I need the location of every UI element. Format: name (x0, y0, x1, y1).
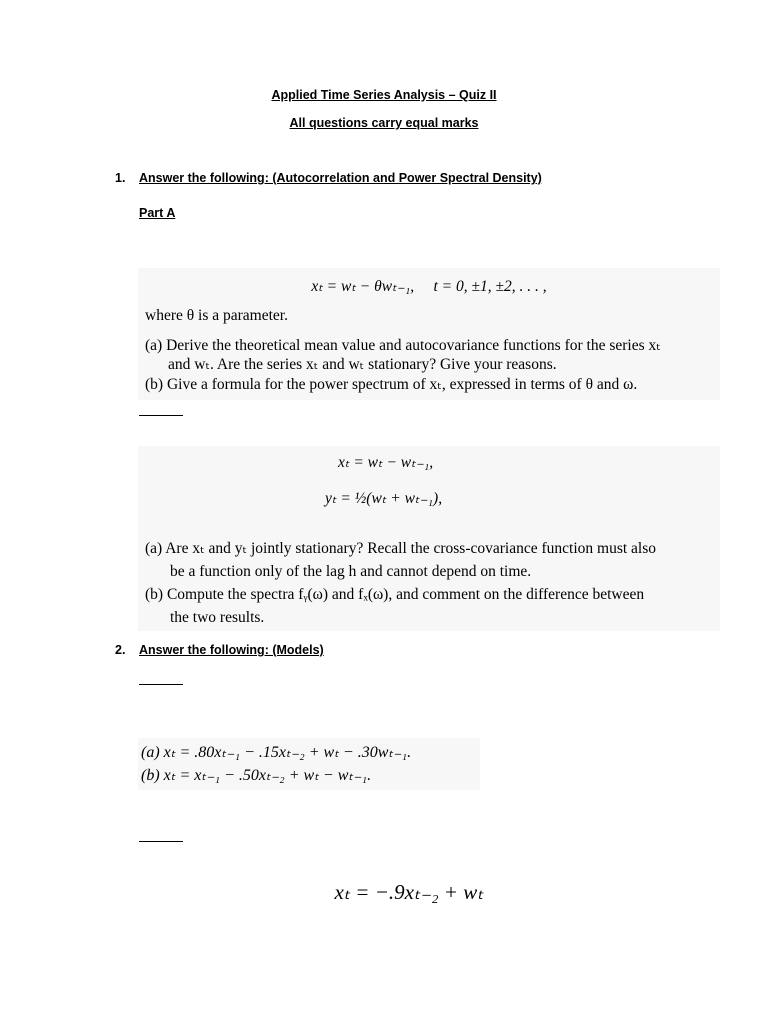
question-2-heading: Answer the following: (Models) (139, 643, 324, 657)
question-2-number: 2. (115, 643, 126, 657)
page-subtitle: All questions carry equal marks (289, 116, 479, 130)
problem-block-1 (138, 268, 720, 400)
equation-y: yₜ = ½(wₜ + wₜ₋₁), (325, 490, 443, 507)
model-a: (a) xₜ = .80xₜ₋₁ − .15xₜ₋₂ + wₜ − .30wₜ₋₁. (141, 744, 412, 761)
page-title: Applied Time Series Analysis – Quiz II (271, 88, 497, 102)
item-a-line-2: be a function only of the lag h and cannot depend on time. (170, 563, 532, 580)
model-b: (b) xₜ = xₜ₋₁ − .50xₜ₋₂ + wₜ − wₜ₋₁. (141, 767, 372, 784)
item-a-line-1: (a) Are xₜ and yₜ jointly stationary? Recall the cross-covariance function must also (145, 540, 657, 557)
item-b-line-2: the two results. (170, 609, 265, 626)
problem-block-3 (138, 738, 480, 790)
problem-block-2 (138, 446, 720, 631)
final-equation: xₜ = −.9xₜ₋₂ + wₜ (334, 880, 484, 904)
question-1-number: 1. (115, 171, 126, 185)
divider-2 (139, 684, 183, 685)
divider-1 (139, 415, 183, 416)
question-1-heading: Answer the following: (Autocorrelation and Power Spectral Density) (139, 171, 542, 185)
equation-ma1: xₜ = wₜ − θwₜ₋₁, t = 0, ±1, ±2, . . . , (311, 278, 547, 295)
part-a-label: Part A (139, 206, 176, 220)
item-b-line: (b) Give a formula for the power spectrum of xₜ, expressed in terms of θ and ω. (145, 376, 638, 393)
divider-3 (139, 841, 183, 842)
item-a-line-2: and wₜ. Are the series xₜ and wₜ stationary? Give your reasons. (168, 356, 557, 373)
where-text: where θ is a parameter. (145, 307, 288, 324)
equation-x: xₜ = wₜ − wₜ₋₁, (338, 454, 434, 471)
item-b-line-1: (b) Compute the spectra fᵧ(ω) and fₓ(ω), and comment on the difference between (145, 586, 645, 603)
item-a-line-1: (a) Derive the theoretical mean value and autocovariance functions for the series xₜ (145, 337, 661, 354)
